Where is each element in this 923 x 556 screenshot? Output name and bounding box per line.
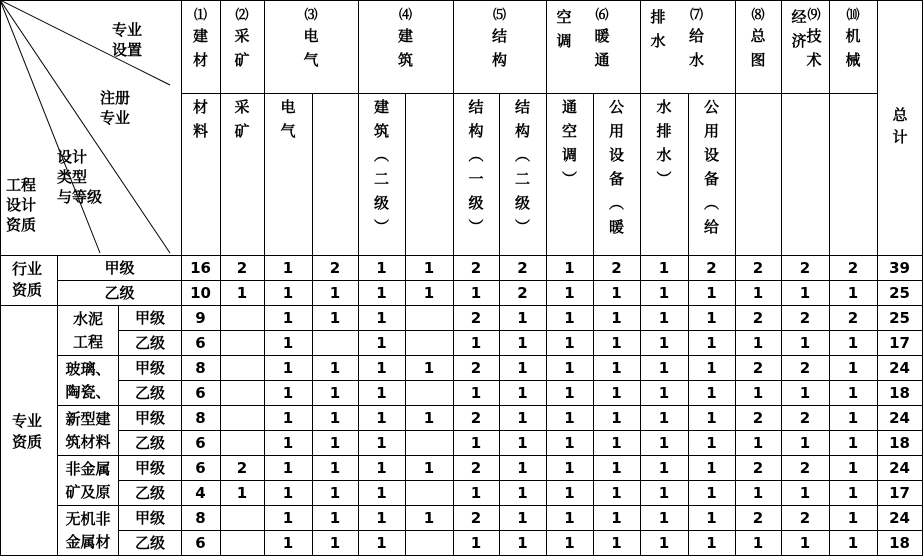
- table-cell: 1: [470, 284, 482, 302]
- registered-header-9: 通 空 调 ︶: [561, 98, 577, 188]
- grade-label: 乙级: [134, 484, 165, 502]
- table-cell: 1: [658, 434, 670, 452]
- grade-label: 甲级: [134, 459, 165, 477]
- table-cell: 1: [658, 459, 670, 477]
- table-cell: 1: [282, 434, 294, 452]
- table-cell: 1: [517, 409, 528, 427]
- table-cell: 1: [376, 384, 387, 402]
- setting-number: ⑵: [235, 8, 249, 23]
- setting-header-2: [220, 2, 264, 92]
- table-cell: 1: [517, 459, 528, 477]
- setting-side-label: 排 水: [650, 8, 666, 50]
- table-cell: 1: [282, 259, 294, 277]
- table-cell: 1: [847, 359, 859, 377]
- table-cell: 2: [470, 259, 482, 277]
- table-cell: 24: [889, 409, 910, 427]
- table-cell: 24: [889, 359, 910, 377]
- table-cell: 1: [564, 334, 575, 352]
- table-cell: 1: [564, 359, 575, 377]
- corner-diagonals: [0, 0, 181, 255]
- table-cell: 1: [282, 284, 294, 302]
- table-cell: 2: [470, 359, 482, 377]
- table-cell: 1: [517, 359, 528, 377]
- table-cell: 1: [282, 334, 294, 352]
- table-cell: 1: [799, 484, 811, 502]
- corner-registered-specialty: 注册 专业: [100, 89, 131, 127]
- table-cell: 1: [423, 284, 435, 302]
- table-cell: 2: [847, 309, 859, 327]
- setting-header-7: [640, 2, 735, 92]
- table-cell: 4: [195, 484, 206, 502]
- registered-header-12: 公 用 设 备 ︵ 给: [703, 98, 719, 236]
- merged-cell-mask: [878, 93, 922, 94]
- setting-header-6: [546, 2, 640, 92]
- registered-header-8: 结 构 ︵ 二 级 ︶: [514, 98, 530, 236]
- setting-label: 结 构: [491, 27, 507, 69]
- grade-label: 乙级: [134, 534, 165, 552]
- table-cell: 1: [282, 509, 294, 527]
- table-cell: 2: [799, 309, 811, 327]
- table-cell: 1: [611, 384, 622, 402]
- table-cell: 16: [190, 259, 211, 277]
- table-cell: 2: [236, 259, 248, 277]
- table-cell: 1: [329, 284, 341, 302]
- table-cell: 1: [611, 284, 622, 302]
- setting-header-4: [358, 2, 453, 92]
- table-cell: 1: [564, 284, 575, 302]
- table-cell: 1: [329, 384, 341, 402]
- table-cell: 1: [423, 459, 435, 477]
- table-cell: 1: [611, 534, 622, 552]
- table-cell: 2: [752, 509, 764, 527]
- setting-header-10: [829, 2, 877, 92]
- table-cell: 1: [752, 484, 764, 502]
- table-cell: 1: [282, 359, 294, 377]
- table-cell: 39: [889, 259, 910, 277]
- table-cell: 1: [799, 434, 811, 452]
- table-cell: 1: [517, 484, 528, 502]
- table-cell: 1: [847, 384, 859, 402]
- merged-cell-mask: [1, 530, 57, 531]
- corner-professional-setting: 专业 设置: [112, 21, 143, 59]
- table-cell: 24: [889, 459, 910, 477]
- grade-label: 甲级: [134, 359, 165, 377]
- table-cell: 1: [329, 509, 341, 527]
- table-cell: 6: [195, 334, 206, 352]
- table-cell: 25: [889, 309, 910, 327]
- table-cell: 2: [799, 259, 811, 277]
- table-cell: 2: [752, 409, 764, 427]
- table-cell: 1: [564, 484, 575, 502]
- table-cell: 1: [611, 359, 622, 377]
- registered-header-11: 水 排 水 ︶: [656, 98, 672, 188]
- table-cell: 2: [752, 459, 764, 477]
- setting-label: 机 械: [845, 27, 861, 69]
- table-cell: 17: [889, 484, 910, 502]
- table-cell: 1: [847, 434, 859, 452]
- table-cell: 1: [752, 534, 764, 552]
- table-cell: 1: [611, 434, 622, 452]
- table-cell: 1: [847, 534, 859, 552]
- table-cell: 6: [195, 459, 206, 477]
- registered-header-7: 结 构 ︵ 一 级 ︶: [468, 98, 484, 236]
- table-cell: 1: [517, 509, 528, 527]
- table-cell: 2: [470, 459, 482, 477]
- table-cell: 1: [329, 484, 341, 502]
- group-name: 新型建 筑材料: [65, 410, 111, 451]
- table-cell: 1: [329, 459, 341, 477]
- table-cell: 1: [329, 309, 341, 327]
- table-cell: 1: [847, 509, 859, 527]
- setting-label: 建 筑: [397, 27, 413, 69]
- table-cell: 1: [658, 309, 670, 327]
- grade-label: 乙级: [134, 384, 165, 402]
- table-cell: 1: [658, 334, 670, 352]
- table-cell: 1: [658, 359, 670, 377]
- table-cell: 1: [282, 484, 294, 502]
- table-cell: 1: [423, 259, 435, 277]
- table-cell: 8: [195, 409, 206, 427]
- table-cell: 1: [282, 534, 294, 552]
- table-cell: 1: [706, 509, 717, 527]
- table-cell: 1: [706, 284, 717, 302]
- setting-number: ⑹: [595, 8, 609, 23]
- table-cell: 1: [611, 484, 622, 502]
- table-cell: 1: [423, 359, 435, 377]
- setting-label: 电 气: [303, 27, 319, 69]
- table-cell: 1: [423, 409, 435, 427]
- setting-number: ⑷: [398, 8, 412, 23]
- table-cell: 1: [376, 359, 387, 377]
- table-cell: 2: [517, 284, 528, 302]
- table-cell: 1: [282, 459, 294, 477]
- table-cell: 1: [564, 409, 575, 427]
- table-cell: 1: [329, 434, 341, 452]
- table-cell: 1: [470, 534, 482, 552]
- registered-header-2: 采 矿: [234, 98, 250, 140]
- table-cell: 1: [706, 334, 717, 352]
- table-cell: 6: [195, 384, 206, 402]
- setting-label: 暖 通: [594, 27, 610, 69]
- setting-number: ⑸: [492, 8, 506, 23]
- table-cell: 1: [706, 384, 717, 402]
- setting-label: 给 水: [688, 27, 704, 69]
- table-cell: 2: [611, 259, 622, 277]
- setting-number: ⑽: [846, 8, 860, 23]
- merged-cell-mask: [1, 480, 57, 481]
- registered-header-3: 电 气: [280, 98, 296, 140]
- table-cell: 1: [706, 434, 717, 452]
- table-cell: 1: [564, 434, 575, 452]
- table-cell: 1: [706, 409, 717, 427]
- table-cell: 1: [376, 459, 387, 477]
- table-cell: 1: [658, 509, 670, 527]
- registered-header-10: 公 用 设 备 ︵ 暖: [608, 98, 624, 236]
- table-cell: 18: [889, 434, 910, 452]
- table-cell: 1: [470, 384, 482, 402]
- table-cell: 2: [752, 259, 764, 277]
- table-cell: 10: [190, 284, 211, 302]
- table-cell: 25: [889, 284, 910, 302]
- table-cell: 1: [706, 359, 717, 377]
- table-cell: 1: [470, 334, 482, 352]
- table-cell: 1: [329, 534, 341, 552]
- merged-cell-mask: [1, 330, 57, 331]
- table-cell: 1: [376, 509, 387, 527]
- table-cell: 1: [752, 434, 764, 452]
- table-cell: 8: [195, 359, 206, 377]
- group-name: 水泥 工程: [72, 310, 103, 351]
- table-cell: 17: [889, 334, 910, 352]
- corner-diagonal-line: [0, 0, 170, 85]
- grade-label: 乙级: [134, 434, 165, 452]
- table-cell: 1: [611, 459, 622, 477]
- table-cell: 1: [376, 259, 387, 277]
- table-cell: 2: [799, 459, 811, 477]
- table-cell: 1: [799, 384, 811, 402]
- grade-label: 乙级: [104, 284, 135, 302]
- table-cell: 1: [847, 459, 859, 477]
- table-cell: 2: [799, 509, 811, 527]
- table-cell: 2: [236, 459, 248, 477]
- table-cell: 1: [658, 284, 670, 302]
- table-cell: 2: [799, 359, 811, 377]
- setting-header-8: [735, 2, 781, 92]
- table-cell: 1: [376, 309, 387, 327]
- table-cell: 1: [564, 459, 575, 477]
- table-cell: 24: [889, 509, 910, 527]
- table-cell: 1: [847, 284, 859, 302]
- table-cell: 1: [799, 534, 811, 552]
- setting-number: ⑻: [751, 8, 765, 23]
- table-cell: 1: [470, 434, 482, 452]
- table-cell: 1: [611, 309, 622, 327]
- table-cell: 2: [847, 259, 859, 277]
- group-name: 无机非 金属材: [65, 510, 111, 551]
- corner-design-type: 设计 类型 与等级: [57, 148, 103, 206]
- table-cell: 1: [611, 509, 622, 527]
- table-cell: 1: [706, 534, 717, 552]
- table-cell: 1: [847, 409, 859, 427]
- merged-cell-mask: [1, 380, 57, 381]
- registered-header-1: 材 料: [192, 98, 208, 140]
- table-cell: 1: [282, 384, 294, 402]
- table-cell: 1: [282, 409, 294, 427]
- professional-qualification-label: 专业 资质: [12, 412, 43, 451]
- table-cell: 2: [470, 309, 482, 327]
- table-cell: 1: [658, 534, 670, 552]
- merged-cell-mask: [1, 405, 57, 406]
- table-cell: 1: [517, 309, 528, 327]
- registered-header-5: 建 筑 ︵ 二 级 ︶: [373, 98, 389, 236]
- table-cell: 18: [889, 384, 910, 402]
- table-cell: 1: [423, 509, 435, 527]
- table-cell: 1: [847, 334, 859, 352]
- setting-side-label: 空 调: [556, 8, 572, 50]
- table-cell: 1: [376, 409, 387, 427]
- table-cell: 1: [236, 484, 248, 502]
- group-name: 非金属 矿及原: [65, 460, 111, 501]
- table-cell: 2: [470, 409, 482, 427]
- table-cell: 2: [706, 259, 717, 277]
- table-cell: 1: [658, 409, 670, 427]
- table-cell: 1: [658, 259, 670, 277]
- table-cell: 1: [376, 534, 387, 552]
- table-cell: 1: [706, 484, 717, 502]
- setting-number: ⑶: [304, 8, 318, 23]
- table-cell: 1: [799, 284, 811, 302]
- grade-label: 甲级: [104, 259, 135, 277]
- table-cell: 1: [799, 334, 811, 352]
- setting-label: 建 材: [192, 27, 208, 69]
- table-cell: 9: [195, 309, 206, 327]
- table-cell: 1: [564, 384, 575, 402]
- table-cell: 1: [847, 484, 859, 502]
- setting-number: ⑼: [807, 8, 821, 23]
- table-cell: 6: [195, 434, 206, 452]
- merged-cell-mask: [1, 355, 57, 356]
- merged-cell-mask: [1, 455, 57, 456]
- table-cell: 1: [236, 284, 248, 302]
- table-cell: 1: [376, 334, 387, 352]
- industry-qualification-label: 行业 资质: [12, 260, 43, 299]
- table-cell: 1: [611, 409, 622, 427]
- grade-label: 甲级: [134, 509, 165, 527]
- table-cell: 1: [752, 284, 764, 302]
- table-cell: 1: [564, 259, 575, 277]
- table-cell: 6: [195, 534, 206, 552]
- table-cell: 1: [517, 534, 528, 552]
- setting-header-1: [181, 2, 220, 92]
- table-cell: 1: [752, 384, 764, 402]
- table-cell: 1: [376, 284, 387, 302]
- setting-header-3: [264, 2, 358, 92]
- table-cell: 2: [752, 309, 764, 327]
- merged-cell-mask: [1, 505, 57, 506]
- total-header: 总 计: [892, 106, 908, 146]
- table-cell: 1: [517, 384, 528, 402]
- table-cell: 1: [658, 484, 670, 502]
- table-cell: 8: [195, 509, 206, 527]
- table-cell: 1: [658, 384, 670, 402]
- table-cell: 18: [889, 534, 910, 552]
- grade-label: 甲级: [134, 309, 165, 327]
- grade-label: 乙级: [134, 334, 165, 352]
- table-cell: 1: [706, 459, 717, 477]
- setting-label: 总 图: [750, 27, 766, 69]
- table-cell: 1: [470, 484, 482, 502]
- setting-number: ⑴: [193, 8, 207, 23]
- table-cell: 1: [706, 309, 717, 327]
- setting-label: 采 矿: [234, 27, 250, 69]
- table-cell: 1: [329, 409, 341, 427]
- table-cell: 1: [282, 309, 294, 327]
- table-cell: 1: [752, 334, 764, 352]
- table-cell: 2: [752, 359, 764, 377]
- setting-label: 技 术: [806, 27, 822, 69]
- setting-header-9: [781, 2, 829, 92]
- table-cell: 1: [564, 309, 575, 327]
- table-cell: 1: [517, 334, 528, 352]
- sub-column-line: [405, 93, 406, 556]
- table-cell: 1: [376, 484, 387, 502]
- table-cell: 1: [564, 534, 575, 552]
- header-split-line: [181, 93, 877, 94]
- table-cell: 1: [517, 434, 528, 452]
- table-cell: 1: [376, 434, 387, 452]
- group-name: 玻璃、 陶瓷、: [65, 360, 111, 401]
- table-cell: 2: [329, 259, 341, 277]
- table-cell: 2: [517, 259, 528, 277]
- table-cell: 1: [611, 334, 622, 352]
- setting-number: ⑺: [689, 8, 703, 23]
- table-cell: 1: [329, 359, 341, 377]
- table-cell: 1: [564, 509, 575, 527]
- grade-label: 甲级: [134, 409, 165, 427]
- corner-qualification: 工程 设计 资质: [6, 176, 37, 234]
- table-cell: 2: [799, 409, 811, 427]
- setting-header-5: [453, 2, 546, 92]
- table-cell: 2: [470, 509, 482, 527]
- setting-side-label: 经 济: [791, 8, 807, 50]
